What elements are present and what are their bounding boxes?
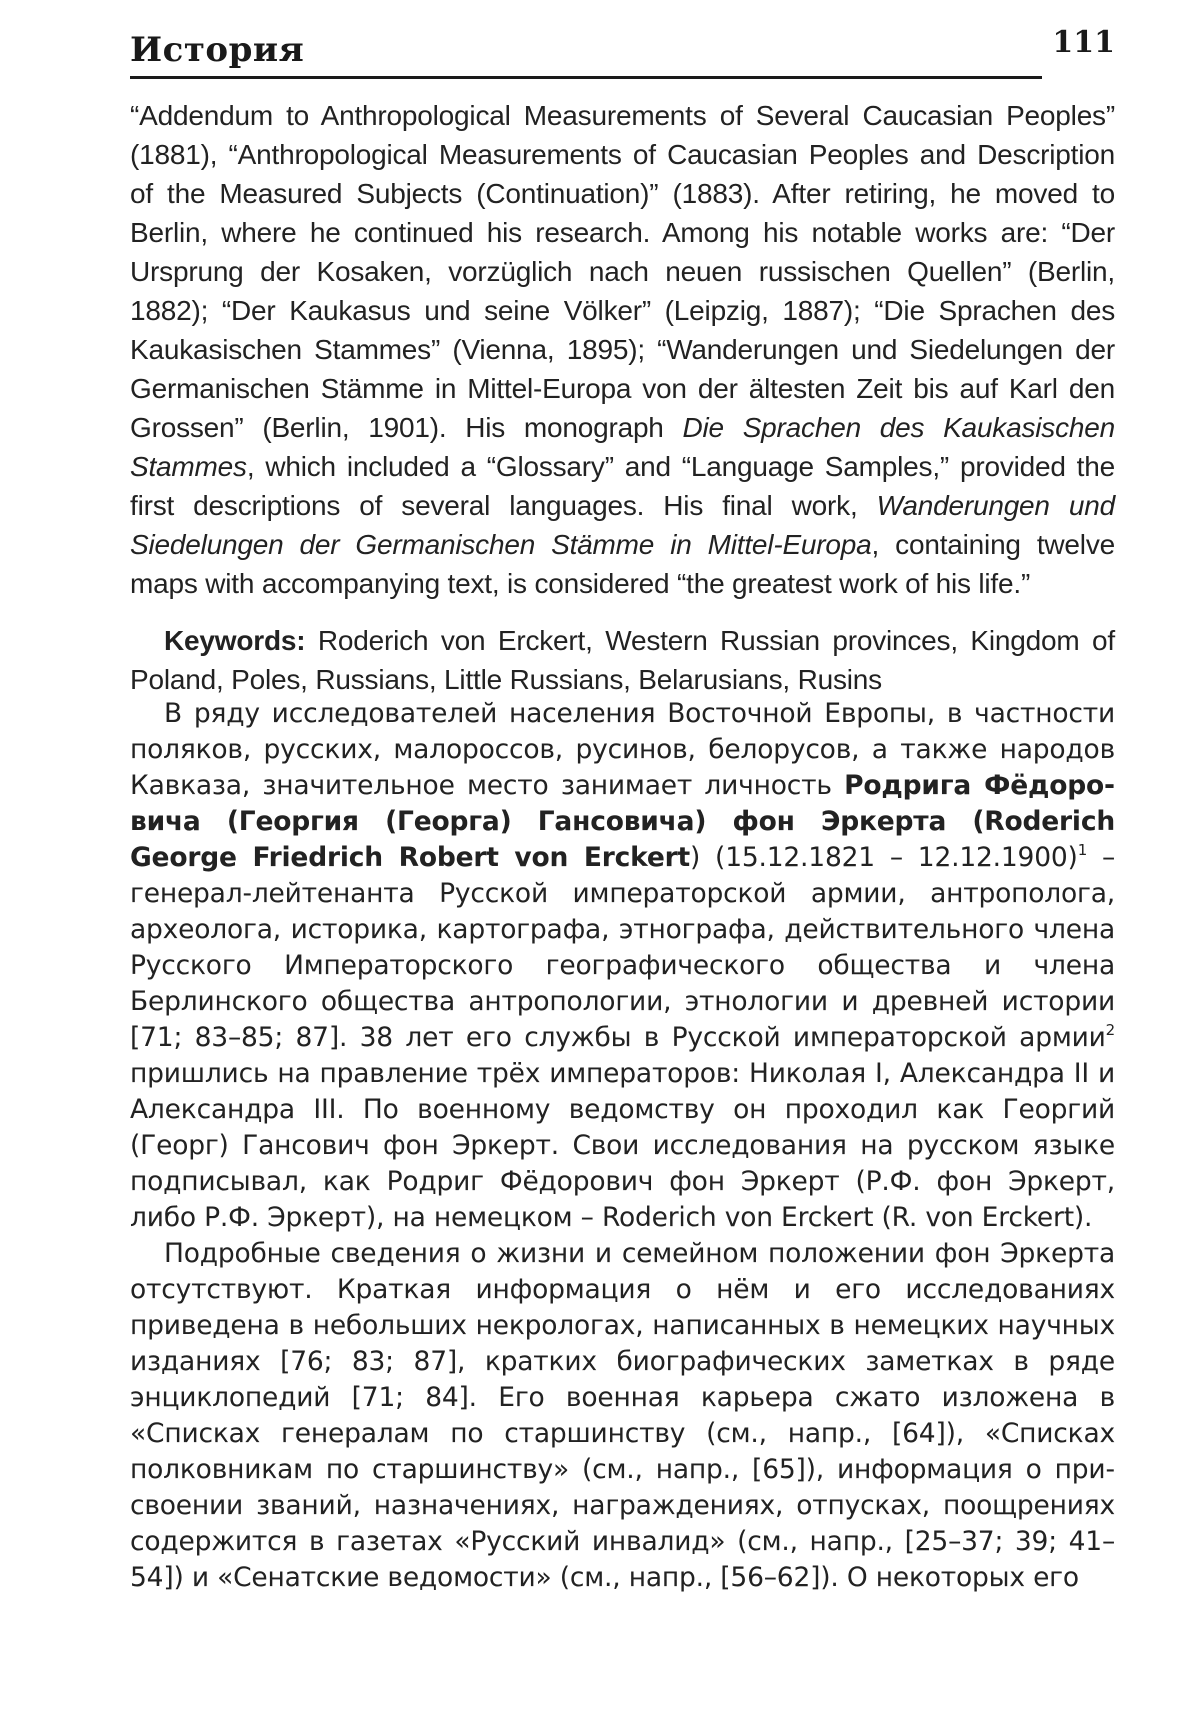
abstract-paragraph <box>130 96 1115 603</box>
page-number: 111 <box>1052 25 1115 60</box>
body-text-run: пришлись на правление трёх императоров: Николая I, Александра II и Александра III. По военному ведомству он проходил как Георгий (Георг) Гансович фон Эркерт. Свои исследования на русском языке подписывал, как Родриг Фёдорович фон Эркерт (Р.Ф. фон Эркерт, либо Р.Ф. Эркерт), на немецком – Roderich von Erckert (R. von Erckert). <box>130 1058 1115 1233</box>
body-text-run: ) (15.12.1821 – 12.12.1900) <box>690 842 1078 873</box>
keywords-list: Roderich von Erckert, Western Russian provinces, Kingdom of Poland, Poles, Russians, Little Russians, Belarusians, Rusins <box>130 625 1115 695</box>
abstract-text: “Addendum to Anthropological Measurements of Several Caucasian Peoples” (1881), “Anthropological Measurements of Caucasian Peoples and Description of the Measured Subjects (Continuation)” (1883). After retiring, he moved to Berlin, where he continued his research. Among his notable works are: “Der Ursprung der Kosaken, vorzüglich nach neuen russischen Quellen” (Berlin, 1882); “Der Kaukasus und seine Völker” (Leipzig, 1887); “Die Sprachen des Kaukasischen Stammes” (Vienna, 1895); “Wanderungen und Siedelungen der Germanischen Stämme in Mittel-Europa von der ältesten Zeit bis auf Karl den Grossen” (Berlin, 1901). His monograph <box>130 100 1115 443</box>
footnote-marker[interactable]: 2 <box>1105 1021 1115 1039</box>
main-text <box>130 696 1115 1596</box>
bold-name: Родрига Фёдоровича (Георгия (Георга) Гансовича) фон Эркерта (Roderich George Friedrich Robert von Erckert <box>130 770 1116 873</box>
abstract-text: , which included a “Glossary” and “Language Samples,” provided the first descriptions of several languages. His final work, <box>130 451 1115 521</box>
running-header <box>130 22 1115 80</box>
english-abstract <box>130 96 1115 699</box>
keywords-label: Keywords: <box>164 625 306 656</box>
body-text-run: – генерал-лейтенанта Русской императорской армии, антрополога, археолога, историка, картографа, этнографа, действительного члена Русского Императорского географического общества и члена Берлинского общества антропологии, этнологии и древней истории [71; 83–85; 87]. 38 лет его службы в Русской императорской армии <box>130 842 1116 1053</box>
header-rule <box>130 76 1042 79</box>
section-title: История <box>130 30 305 70</box>
book-title-italic: Die Sprachen des Kaukasischen Stammes <box>130 412 1116 482</box>
body-paragraph <box>130 696 1115 1236</box>
footnote-marker[interactable]: 1 <box>1077 841 1088 859</box>
book-title-italic: Wanderungen und Siedelungen der Germanischen Stämme in Mittel-Europa <box>130 490 1115 560</box>
abstract-text: , containing twelve maps with accompanying text, is considered “the greatest work of his life.” <box>130 529 1116 599</box>
body-paragraph: Подробные сведения о жизни и семейном положении фон Эркерта отсутствуют. Краткая информация о нём и его исследованиях приведена в небольших некрологах, написанных в немецких научных изданиях [76; 83; 87], кратких биографических заметках в ряде энциклопедий [71; 84]. Его военная карьера сжато изложена в «Списках генералам по старшинству (см., напр., [64]), «Списках полковникам по старшинству» (см., напр., [65]), информация о присвоении званий, назначениях, награждениях, отпусках, поощрениях содержится в газетах «Русский инвалид» (см., напр., [25–37; 39; 41–54]) и «Сенатские ведомости» (см., напр., [56–62]). О некоторых его <box>130 1238 1115 1593</box>
keywords-paragraph <box>130 621 1115 699</box>
body-text-run: В ряду исследователей населения Восточной Европы, в частности поляков, русских, малороссов, русинов, белорусов, а также народов Кавказа, значительное место занимает личность <box>130 698 1115 801</box>
